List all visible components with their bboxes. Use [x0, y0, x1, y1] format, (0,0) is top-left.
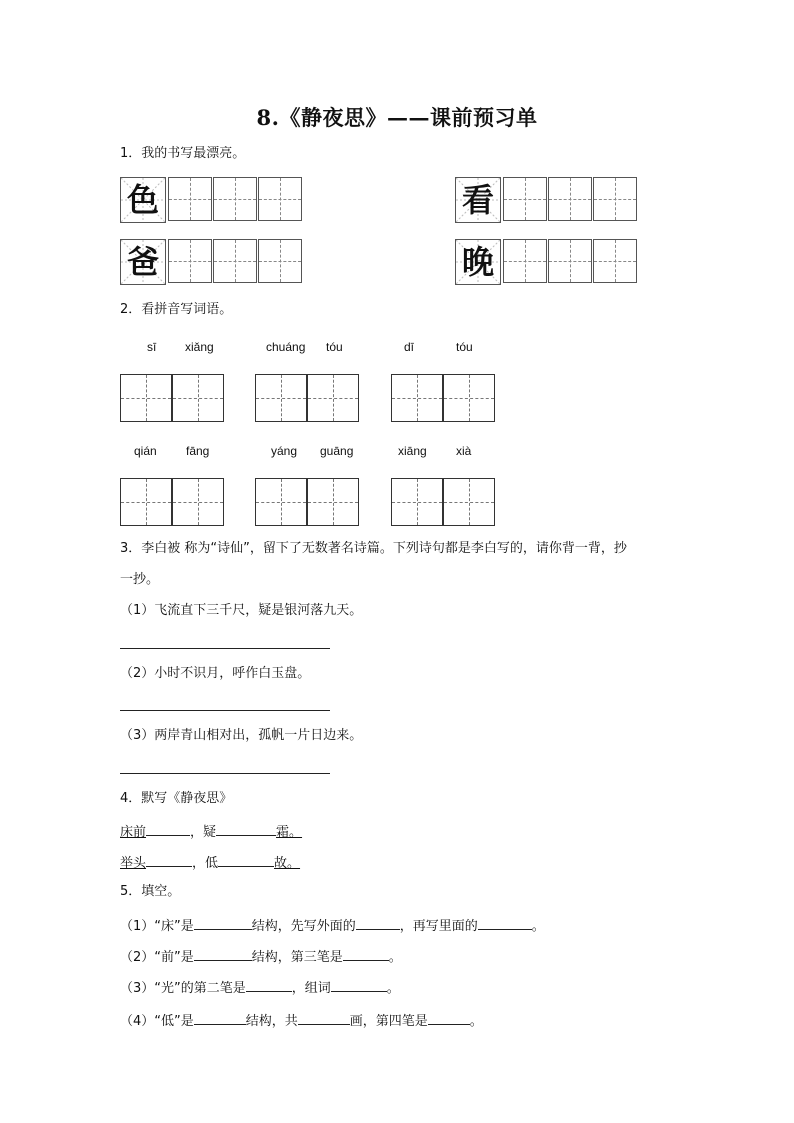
writing-grid[interactable] — [168, 177, 212, 221]
text: 结构，共 — [245, 1014, 298, 1029]
blank[interactable] — [356, 915, 400, 930]
blank[interactable] — [216, 821, 276, 836]
blank[interactable] — [428, 1010, 470, 1025]
text: 。 — [531, 919, 545, 934]
answer-grid[interactable] — [443, 374, 495, 422]
writing-grid[interactable] — [548, 177, 592, 221]
blank[interactable] — [331, 977, 387, 992]
dictation-line-1 — [120, 821, 302, 842]
text: 结构，先写外面的 — [251, 919, 356, 934]
answer-grid[interactable] — [255, 478, 307, 526]
text: 画，第四笔是 — [349, 1014, 428, 1029]
text: （2）“前”是 — [120, 950, 194, 965]
fill-item-4 — [120, 1010, 483, 1031]
poem-line-1: （1）飞流直下三千尺，疑是银河落九天。 — [120, 603, 363, 618]
writing-grid[interactable] — [213, 239, 257, 283]
question-3-line1: 3．李白被 称为“诗仙”，留下了无数著名诗篇。下列诗句都是李白写的，请你背一背，抄 — [120, 541, 627, 556]
text: 。 — [469, 1014, 483, 1029]
text: ，疑 — [190, 825, 217, 840]
pinyin: xiāng — [398, 444, 427, 458]
question-3-line2: 一抄。 — [120, 572, 160, 587]
pinyin: dī — [404, 340, 415, 354]
question-2-label: 2．看拼音写词语。 — [120, 302, 233, 317]
fill-item-1 — [120, 915, 545, 936]
page-title: 8.《静夜思》——课前预习单 — [256, 105, 538, 130]
answer-grid[interactable] — [172, 374, 224, 422]
blank[interactable] — [194, 915, 252, 930]
sample-char-box — [455, 177, 501, 223]
blank[interactable] — [146, 852, 192, 867]
question-1-label: 1．我的书写最漂亮。 — [120, 146, 246, 161]
poem-line-2: （2）小时不识月，呼作白玉盘。 — [120, 666, 311, 681]
blank[interactable] — [218, 852, 274, 867]
question-4-label: 4．默写《静夜思》 — [120, 791, 233, 806]
writing-grid[interactable] — [503, 239, 547, 283]
text: ，组词 — [291, 981, 331, 996]
pinyin: yáng — [271, 444, 298, 458]
pinyin: xià — [456, 444, 472, 458]
text: 结构，第三笔是 — [251, 950, 343, 965]
blank[interactable] — [343, 946, 389, 961]
writing-grid[interactable] — [503, 177, 547, 221]
pinyin: xiǎng — [185, 340, 214, 354]
poem-line-3: （3）两岸青山相对出，孤帆一片日边来。 — [120, 728, 363, 743]
writing-grid[interactable] — [258, 239, 302, 283]
blank[interactable] — [298, 1010, 350, 1025]
fill-item-2 — [120, 946, 402, 967]
answer-grid[interactable] — [307, 374, 359, 422]
answer-grid[interactable] — [307, 478, 359, 526]
answer-grid[interactable] — [391, 374, 443, 422]
answer-grid[interactable] — [443, 478, 495, 526]
answer-grid[interactable] — [172, 478, 224, 526]
text: ，再写里面的 — [399, 919, 478, 934]
blank[interactable] — [146, 821, 190, 836]
text: （4）“低”是 — [120, 1014, 194, 1029]
text: （1）“床”是 — [120, 919, 194, 934]
text: 举头 — [120, 856, 147, 871]
answer-grid[interactable] — [255, 374, 307, 422]
blank[interactable] — [194, 1010, 246, 1025]
text: （3）“光”的第二笔是 — [120, 981, 246, 996]
sample-char-box — [455, 239, 501, 285]
writing-grid[interactable] — [593, 177, 637, 221]
blank[interactable] — [194, 946, 252, 961]
answer-grid[interactable] — [120, 478, 172, 526]
fill-item-3 — [120, 977, 400, 998]
pinyin: chuáng — [266, 340, 306, 354]
writing-grid[interactable] — [168, 239, 212, 283]
text: 床前 — [120, 825, 147, 840]
answer-line[interactable] — [120, 648, 330, 649]
text: 故。 — [274, 856, 301, 871]
answer-grid[interactable] — [391, 478, 443, 526]
answer-line[interactable] — [120, 773, 330, 774]
text: ，低 — [192, 856, 219, 871]
pinyin: qián — [134, 444, 157, 458]
text: 霜。 — [276, 825, 303, 840]
sample-char: 看 — [461, 181, 494, 219]
dictation-line-2 — [120, 852, 300, 873]
pinyin: guāng — [320, 444, 354, 458]
writing-grid[interactable] — [548, 239, 592, 283]
pinyin: sī — [147, 340, 157, 354]
sample-char: 爸 — [126, 243, 159, 281]
text: 。 — [388, 950, 402, 965]
text: 。 — [386, 981, 400, 996]
sample-char: 色 — [126, 181, 159, 219]
sample-char-box — [120, 177, 166, 223]
sample-char: 晚 — [461, 243, 494, 281]
answer-line[interactable] — [120, 710, 330, 711]
question-5-label: 5．填空。 — [120, 884, 181, 899]
sample-char-box — [120, 239, 166, 285]
answer-grid[interactable] — [120, 374, 172, 422]
blank[interactable] — [478, 915, 532, 930]
blank[interactable] — [246, 977, 292, 992]
writing-grid[interactable] — [213, 177, 257, 221]
pinyin: tóu — [456, 340, 473, 354]
pinyin: tóu — [326, 340, 343, 354]
writing-grid[interactable] — [593, 239, 637, 283]
pinyin: fāng — [186, 444, 210, 458]
writing-grid[interactable] — [258, 177, 302, 221]
